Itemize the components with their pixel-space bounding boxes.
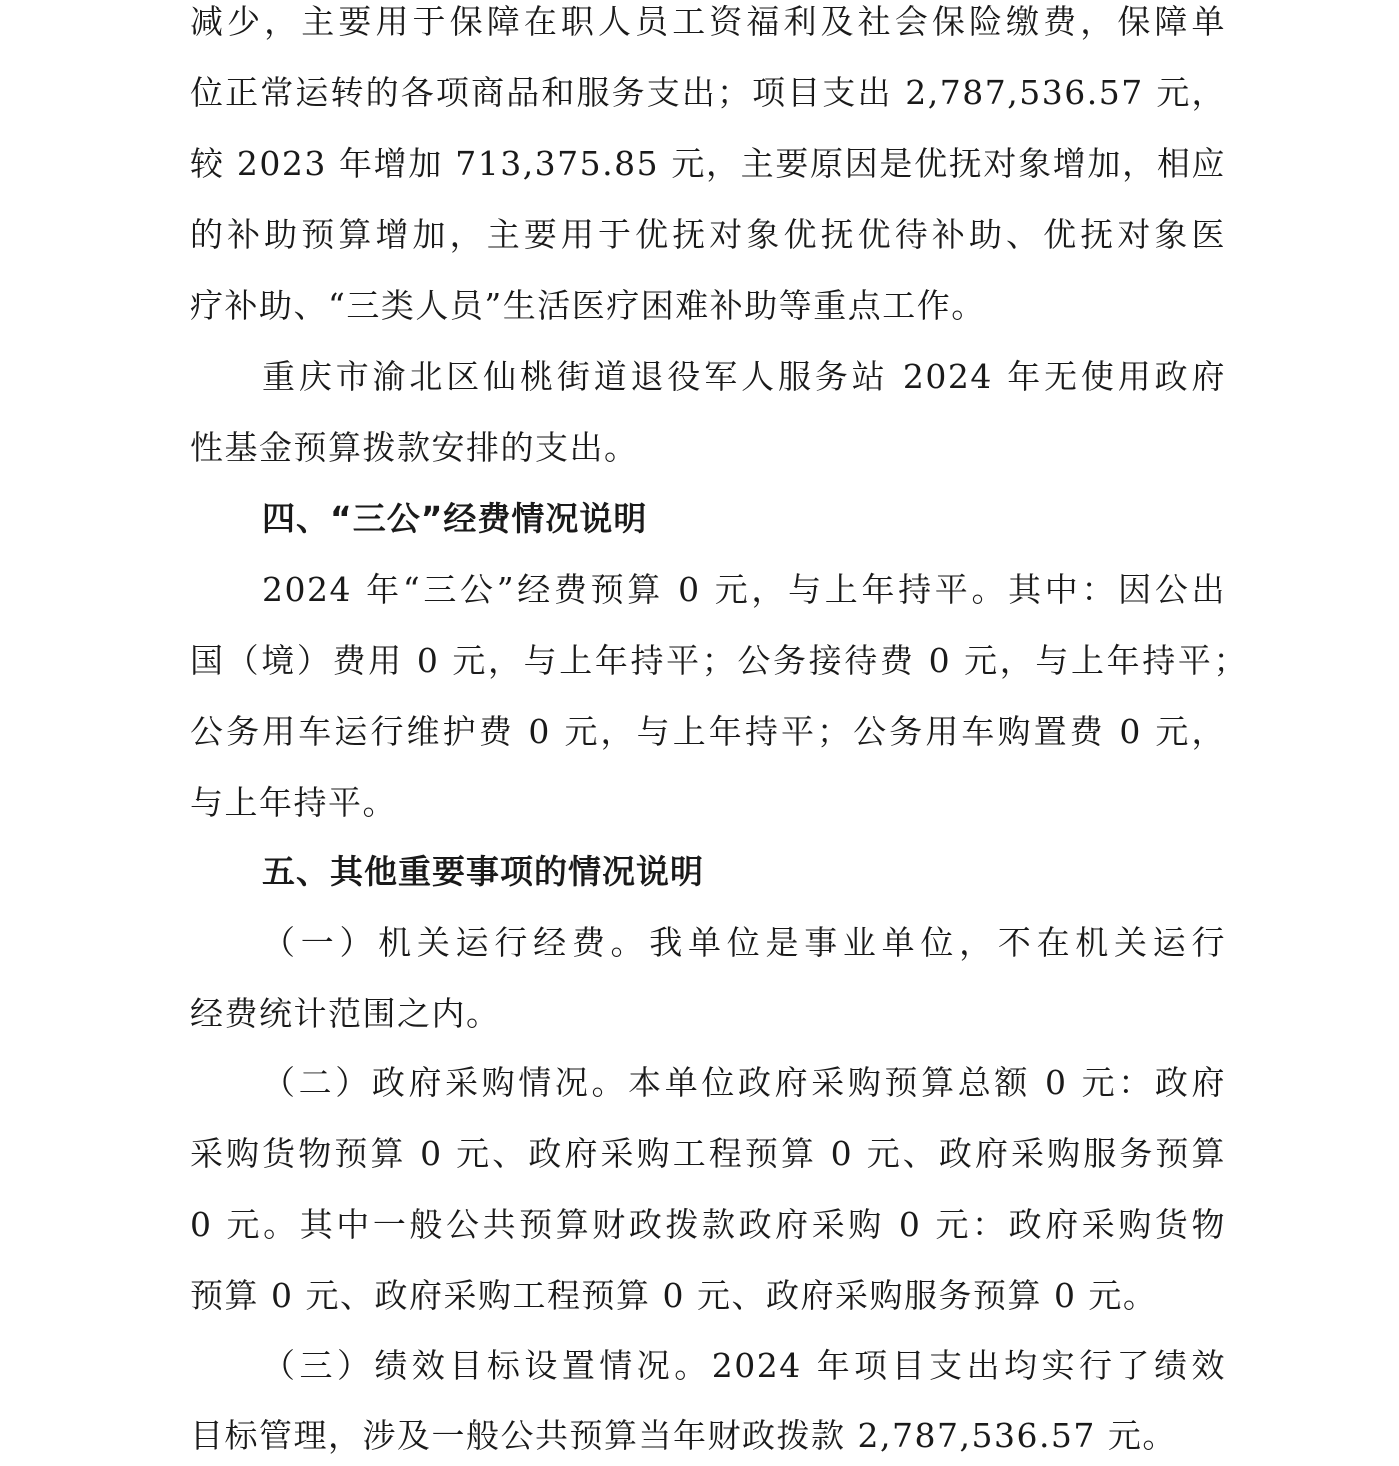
paragraph-line: 重庆市渝北区仙桃街道退役军人服务站 2024 年无使用政府 (262, 357, 1226, 396)
paragraph-line: 采购货物预算 0 元、政府采购工程预算 0 元、政府采购服务预算 (190, 1134, 1226, 1173)
paragraph-line: 公务用车运行维护费 0 元，与上年持平；公务用车购置费 0 元， (190, 712, 1226, 751)
paragraph-line: 位正常运转的各项商品和服务支出；项目支出 2,787,536.57 元， (190, 73, 1226, 112)
section-heading-four: 四、“三公”经费情况说明 (262, 499, 648, 538)
paragraph-line: 较 2023 年增加 713,375.85 元，主要原因是优抚对象增加，相应 (190, 144, 1226, 183)
paragraph-line: （二）政府采购情况。本单位政府采购预算总额 0 元：政府 (262, 1063, 1226, 1102)
paragraph-line: 预算 0 元、政府采购工程预算 0 元、政府采购服务预算 0 元。 (190, 1276, 1158, 1315)
section-heading-five: 五、其他重要事项的情况说明 (262, 852, 704, 891)
paragraph-line: 目标管理，涉及一般公共预算当年财政拨款 2,787,536.57 元。 (190, 1416, 1177, 1455)
paragraph-line: 的补助预算增加，主要用于优抚对象优抚优待补助、优抚对象医 (190, 215, 1226, 254)
paragraph-line: 与上年持平。 (190, 783, 397, 822)
paragraph-line: 性基金预算拨款安排的支出。 (190, 428, 639, 467)
paragraph-line: （三）绩效目标设置情况。2024 年项目支出均实行了绩效 (262, 1346, 1226, 1385)
paragraph-line: 国（境）费用 0 元，与上年持平；公务接待费 0 元，与上年持平； (190, 641, 1248, 680)
paragraph-line: 经费统计范围之内。 (190, 994, 501, 1033)
paragraph-line: （一）机关运行经费。我单位是事业单位，不在机关运行 (262, 923, 1226, 962)
paragraph-line: 减少，主要用于保障在职人员工资福利及社会保险缴费，保障单 (190, 2, 1226, 41)
paragraph-line: 疗补助、“三类人员”生活医疗困难补助等重点工作。 (190, 286, 986, 325)
paragraph-line: 2024 年“三公”经费预算 0 元，与上年持平。其中：因公出 (262, 570, 1226, 609)
paragraph-line: 0 元。其中一般公共预算财政拨款政府采购 0 元：政府采购货物 (190, 1205, 1226, 1244)
